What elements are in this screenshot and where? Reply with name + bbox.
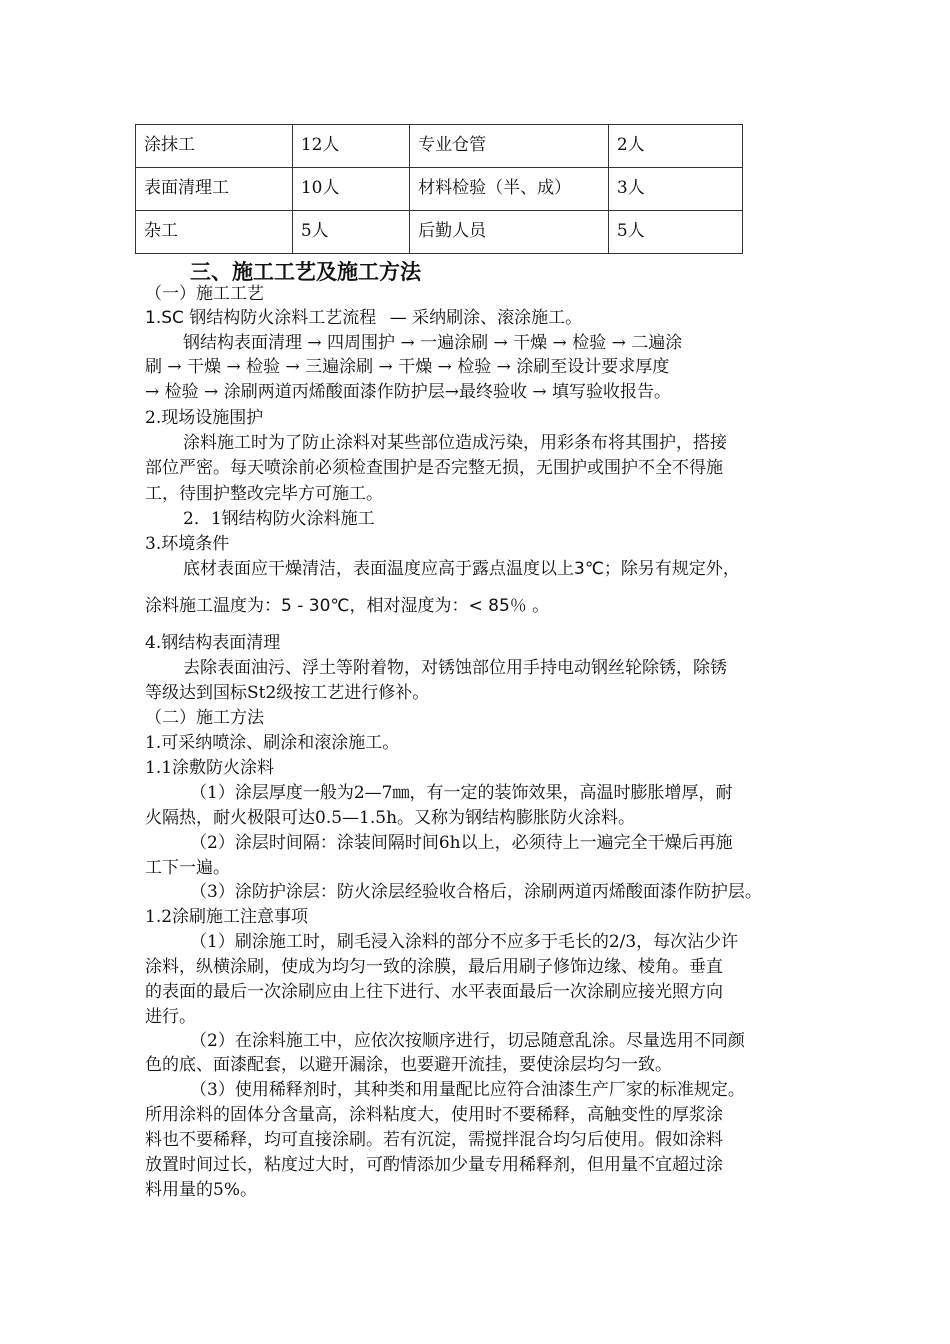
table-cell: 2人: [608, 125, 742, 168]
section-title: 三、施工工艺及施工方法: [190, 260, 421, 284]
text-run: 底材表面应干燥清洁，表面温度应高于露点温度以上: [183, 559, 574, 579]
table-cell: 后勤人员: [410, 211, 609, 254]
table-row: [136, 168, 743, 211]
paragraph-line: [145, 594, 549, 618]
paragraph-line: [183, 557, 740, 581]
text-run: 。: [526, 596, 550, 616]
table-cell: 5人: [292, 211, 409, 254]
paragraph-line: 所用涂料的固体分含量高，涂料粘度大，使用时不要稀释，高触变性的厚浆涂: [145, 1105, 723, 1125]
paragraph-line: 工，待围护整改完毕方可施工。: [145, 484, 383, 504]
table-cell: 表面清理工: [136, 168, 293, 211]
paragraph-line: （3）使用稀释剂时，其种类和用量配比应符合油漆生产厂家的标准规定。: [190, 1080, 745, 1100]
paragraph-line: （2）涂层时间隔：涂装间隔时间6h以上，必须待上一遍完全干燥后再施: [190, 833, 733, 853]
process-method: — 采纳刷涂、滚涂施工。: [389, 308, 583, 328]
table-cell: 12人: [292, 125, 409, 168]
paragraph-line: 的表面的最后一次涂刷应由上往下进行、水平表面最后一次涂刷应接光照方向: [145, 982, 723, 1002]
table-cell: 3人: [608, 168, 742, 211]
heading-line: 1.1涂敷防火涂料: [145, 758, 275, 778]
table-cell: 涂抹工: [136, 125, 293, 168]
heading-line: 4.钢结构表面清理: [145, 633, 281, 653]
text-run: 涂料施工温度为：: [145, 596, 281, 616]
table-cell: 杂工: [136, 211, 293, 254]
heading-line: 3.环境条件: [145, 534, 230, 554]
table-cell: 10人: [292, 168, 409, 211]
paragraph-line: 去除表面油污、浮土等附着物，对锈蚀部位用手持电动钢丝轮除锈，除锈: [183, 658, 727, 678]
table-cell: 专业仓管: [410, 125, 609, 168]
subsection-heading: （二）施工方法: [145, 708, 264, 728]
paragraph-line: （1）刷涂施工时，刷毛浸入涂料的部分不应多于毛长的2/3，每次沾少许: [190, 932, 739, 952]
staffing-table: [135, 124, 743, 254]
table-row: [136, 211, 743, 254]
subsection-heading: （一）施工工艺: [145, 284, 264, 304]
paragraph-line: 刷 → 干燥 → 检验 → 三遍涂刷 → 干燥 → 检验 → 涂刷至设计要求厚度: [145, 357, 670, 377]
text-run: ，相对湿度为：: [349, 596, 469, 616]
heading-line: 2．1钢结构防火涂料施工: [183, 509, 375, 529]
text-run: 5 - 30℃: [281, 596, 350, 616]
process-title: 1.SC 钢结构防火涂料工艺流程: [145, 308, 377, 328]
process-heading: [145, 306, 582, 330]
paragraph-line: 火隔热，耐火极限可达0.5—1.5h。又称为钢结构膨胀防火涂料。: [145, 808, 636, 828]
text-run: < 85％: [468, 596, 527, 616]
paragraph-line: 涂料，纵横涂刷，使成为均匀一致的涂膜，最后用刷子修饰边缘、棱角。垂直: [145, 957, 723, 977]
paragraph-line: 放置时间过长，粘度过大时，可酌情添加少量专用稀释剂，但用量不宜超过涂: [145, 1155, 723, 1175]
table-row: [136, 125, 743, 168]
paragraph-line: 涂料施工时为了防止涂料对某些部位造成污染，用彩条布将其围护，搭接: [183, 433, 727, 453]
paragraph-line: 料也不要稀释，均可直接涂刷。若有沉淀，需搅拌混合均匀后使用。假如涂料: [145, 1130, 723, 1150]
paragraph-line: 进行。: [145, 1007, 196, 1027]
heading-line: 1.2涂刷施工注意事项: [145, 907, 309, 927]
paragraph-line: （2）在涂料施工中，应依次按顺序进行，切忌随意乱涂。尽量选用不同颜: [190, 1031, 745, 1051]
paragraph-line: → 检验 → 涂刷两道丙烯酸面漆作防护层→最终验收 → 填写验收报告。: [145, 382, 671, 402]
paragraph-line: 色的底、面漆配套，以避开漏涂，也要避开流挂，要使涂层均匀一致。: [145, 1055, 672, 1075]
paragraph-line: 部位严密。每天喷涂前必须检查围护是否完整无损，无围护或围护不全不得施: [145, 458, 723, 478]
text-run: ；除另有规定外，: [603, 559, 740, 579]
paragraph-line: 钢结构表面清理 → 四周围护 → 一遍涂刷 → 干燥 → 检验 → 二遍涂: [183, 333, 683, 353]
text-run: 3℃: [574, 559, 604, 579]
table-cell: 材料检验（半、成）: [410, 168, 609, 211]
heading-line: 1.可采纳喷涂、刷涂和滚涂施工。: [145, 733, 400, 753]
paragraph-line: 料用量的5%。: [145, 1180, 257, 1200]
table-cell: 5人: [608, 211, 742, 254]
paragraph-line: （3）涂防护涂层：防火涂层经验收合格后，涂刷两道丙烯酸面漆作防护层。: [190, 882, 762, 902]
paragraph-line: （1）涂层厚度一般为2—7㎜，有一定的装饰效果，高温时膨胀增厚，耐: [190, 783, 733, 803]
paragraph-line: 工下一遍。: [145, 858, 230, 878]
heading-line: 2.现场设施围护: [145, 408, 264, 428]
paragraph-line: 等级达到国标St2级按工艺进行修补。: [145, 683, 430, 703]
